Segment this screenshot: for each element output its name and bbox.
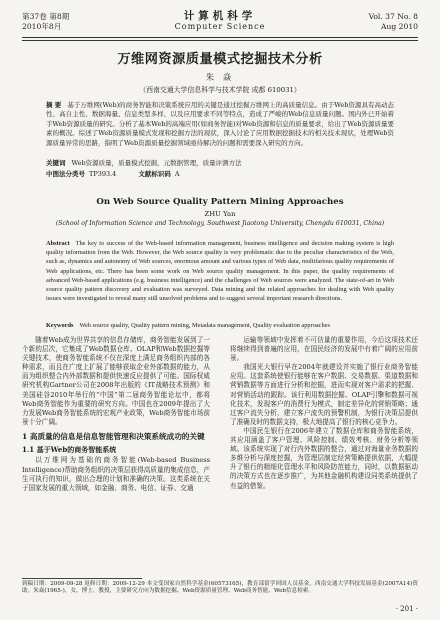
body-paragraph: 我国光大银行早在2004年就建设并实施了银行业商务智能应用。这套系统使银行能够在客户数据、交易数据、渠道数据和营销数据等方面进行分析和挖掘，进而实现对客户需求的把握、对营销活动的跟踪。该行利用数据挖掘、OLAP引擎和数据可视化技术，发现客户的消费行为模式，制定差异化的营销策略；通过客户流失分析，建立客户流失的预警机制，为银行决策层提供了准确及时的数据支持，极大地提高了银行的核心竞争力。 <box>230 363 418 426</box>
page-number: · 201 · <box>395 605 418 613</box>
abstract-cn <box>46 101 394 148</box>
body-column-right <box>230 336 418 491</box>
keywords-cn <box>46 159 394 168</box>
section-heading: 1 高质量的信息是信息智能管理和决策系统成功的关键 <box>22 431 205 441</box>
header-rule-thin <box>22 40 418 41</box>
keywords-en-label: Keywords <box>46 322 74 329</box>
abstract-cn-label: 摘 要 <box>46 101 62 109</box>
doc-code-label: 文献标识码 <box>138 170 171 178</box>
keywords-cn-text: Web资源质量，质量模式挖掘，元数据管理，质量评测方法 <box>71 159 242 167</box>
volume-issue-en: Vol. 37 No. 8 <box>368 12 418 21</box>
issue-date: 2010年8月 <box>22 22 62 31</box>
footnote: 到稿日期：2009-09-28 返修日期：2009-12-29 本文受国家自然科学基金(60573165)，教育部留学回国人员基金，西南交通大学科技发展基金(2007A14)资助。朱焱(1965-)，女，博士，教授，主要研究方向为数据挖掘、Web资源质量管理、Web商务智能、Web信息检索。 <box>22 581 418 595</box>
journal-name-en: Computer Science <box>174 22 266 31</box>
paper-title-en: On Web Source Quality Pattern Mining Approaches <box>96 197 344 207</box>
header-right <box>369 12 418 32</box>
body-paragraph: 随着Web成为世界共享的信息存储库，商务智能发展到了一个新的层次，它集成了Web数据仓库、OLAP和Web数据挖掘等关键技术，使商务智能系统不仅在深度上满足商务组织内部的各种需求，而且在广度上扩展了能够获取企业外部数据的能力，从而为组织整合内外部数据和提供快速反应提供了可能。国际权威研究机构Gartner公司在2008年出版的《IT战略技术预测》和美国硅谷2010年举行的“中国”第二届商务智能论坛中，都将Web商务智能作为重要的研究方向。中国也在2009年提出了大力发展Web商务智能系统的宏观产业政策，Web商务智能市场前景十分广阔。 <box>22 336 210 426</box>
running-header <box>22 8 418 38</box>
header-center <box>22 10 418 32</box>
paper-title-cn: 万维网资源质量模式挖掘技术分析 <box>117 52 323 67</box>
abstract-en <box>46 239 394 303</box>
subsection-heading: 1.1 基于Web的商务智能系统 <box>22 444 117 454</box>
affiliation-cn: （西南交通大学信息科学与技术学院 成都 610031） <box>139 86 301 94</box>
body-paragraph: 运输等领域中发挥着不可估量的重要作用，今后这项技术还将继续得到普遍的应用，在国民经济的发展中有着广阔的应用前景。 <box>230 336 418 363</box>
issue-date-en: Aug 2010 <box>381 22 418 31</box>
footnote-rule <box>22 578 142 579</box>
abstract-en-label: Abstract <box>46 240 70 247</box>
abstract-en-text: The key to success of the Web-based information management, business intelligence and decision making system is high quality information from the Web. However, the Web source quality is very problematic due to the peculiar characteristics of the Web, such as, dynamics and autonomy of Web sources, enormous amount and various types of Web data, multifarious quality requirements of Web applications, etc. There has been some work on Web source quality management. In this paper, the quality requirements of advanced Web-based applications (e.g. business intelligence) and the challenges of Web sources were analyzed. The state-of-art in Web source quality pattern discovery and evaluation was surveyed. Data mining and the related approaches for dealing with Web quality issues were investigated to reveal many still unsolved problems and to suggest several important research directions. <box>46 240 394 303</box>
journal-name-cn: 计算机科学 <box>183 10 257 22</box>
clc-label: 中图法分类号 <box>46 170 85 178</box>
doc-code-value: A <box>174 170 180 178</box>
body-column-left <box>22 336 210 493</box>
abstract-cn-text: 基于万维网(Web)的商务智能和决策系统应用的关键是通过挖掘万维网上的高质量信息。由于Web资源具有高动态性、高自主性、数据海量、信息类型多样，以及应用要求不同等特点，造成了严峻的Web信息质量问题。国内外已开始着手Web资源质量的研究。分析了基本Web的高端应用(如商务智能)对Web资源和信息的质量要求，给出了Web资源质量要素的概况。综述了Web资源质量模式发现和挖掘方法的现状，深入讨论了应用数据挖掘技术的相关技术现状，处理Web资源质量异常的思路，指明了Web资源质量挖掘领域亟待解决的问题和需要深入研究的方向。 <box>46 101 395 147</box>
volume-issue: 第37卷 第8期 <box>22 12 70 21</box>
author-cn: 朱 焱 <box>205 72 235 82</box>
clc-value: TP393.4 <box>89 170 117 178</box>
classification-row <box>46 169 184 178</box>
keywords-cn-label: 关键词 <box>46 159 66 167</box>
header-rule-thick <box>22 37 418 38</box>
body-paragraph: 中国民生银行在2006年建立了数据仓库和商务智能系统，其应用涵盖了客户管理、风险控制、绩效考核、财务分析等领域。该系统实现了对行内外数据的整合，通过对海量业务数据的多维分析与深度挖掘，为管理层制定经营策略提供依据，大幅提升了银行的精细化管理水平和风险防范能力，同时，以数据驱动的决策方式也在逐步推广，为其他金融机构建设同类系统提供了有益的借鉴。 <box>230 426 418 490</box>
affiliation-en: (School of Information Science and Technology, Southwest Jiaotong University, Chengdu 610031, China) <box>55 220 385 227</box>
keywords-en-text: Web source quality, Quality pattern mining, Metadata management, Quality evaluation approaches <box>79 322 330 329</box>
author-en: ZHU Yan <box>204 210 236 218</box>
keywords-en <box>46 321 394 330</box>
body-paragraph: 以万维网为基础的商务智能(Web-based Business Intelligence)帮助商务组织的决策层获得高质量的集成信息，产生可执行的知识，做出合理的计划和准确的决策。这类系统在关于国家发展的重大领域，如金融、商务、电信、证券、交通 <box>22 456 210 492</box>
